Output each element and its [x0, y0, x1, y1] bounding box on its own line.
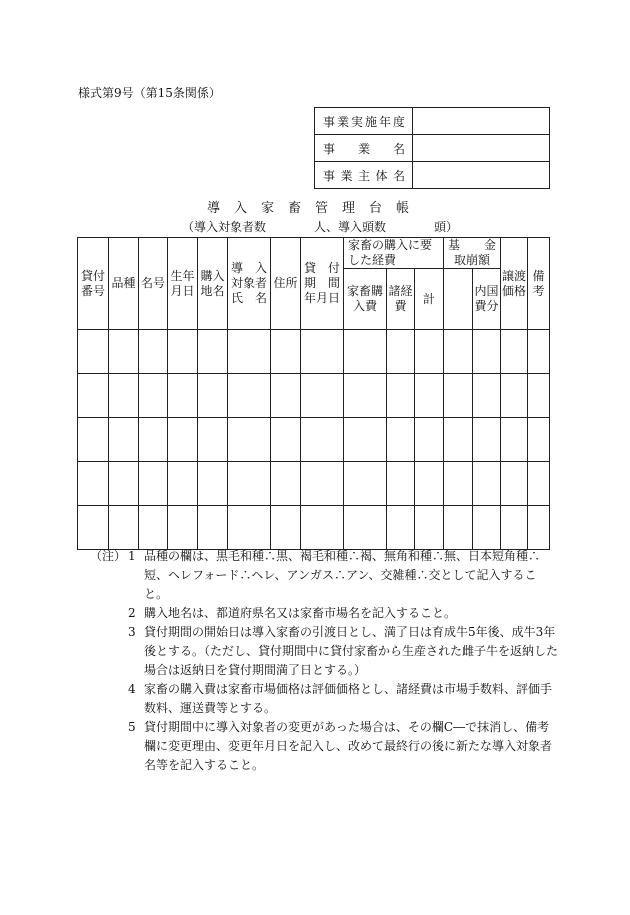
notes — [90, 547, 560, 775]
note-prefix — [90, 623, 128, 680]
table-cell[interactable] — [344, 374, 387, 418]
note-prefix: （注） — [90, 549, 127, 563]
info-value-entity — [413, 162, 550, 189]
note-number: 2 — [128, 606, 136, 620]
header-target-name: 導 入 対象者 氏 名 — [228, 238, 271, 330]
info-label-char: 実 — [350, 114, 363, 129]
table-cell[interactable] — [528, 506, 550, 550]
info-label-char: 業 — [357, 141, 370, 156]
subtitle-prefix: （導入対象者数 — [182, 220, 267, 234]
note-text: 家畜の購入費は家畜市場価格は評価価格とし、諸経費は市場手数料、評価手数料、運送費等とする。 — [144, 682, 553, 715]
subtitle-suffix: 頭） — [434, 220, 459, 234]
table-cell[interactable] — [473, 374, 501, 418]
table-cell[interactable] — [168, 330, 198, 374]
table-cell[interactable] — [473, 418, 501, 462]
table-cell[interactable] — [301, 330, 344, 374]
form-number: 様式第9号（第15条関係） — [78, 86, 221, 100]
table-cell[interactable] — [139, 330, 168, 374]
info-label-char: 度 — [392, 114, 405, 129]
table-cell[interactable] — [109, 462, 139, 506]
table-cell[interactable] — [78, 462, 109, 506]
note-number: 3 — [128, 625, 136, 639]
header-remarks: 備考 — [528, 238, 550, 330]
table-cell[interactable] — [301, 506, 344, 550]
table-cell[interactable] — [501, 418, 528, 462]
header-cost-purchase: 家畜購入費 — [344, 269, 387, 330]
table-cell[interactable] — [271, 374, 301, 418]
note-text: 貸付期間の開始日は導入家畜の引渡日とし、満了日は育成牛5年後、成牛3年後とする。（ただし、貸付期間中に貸付家畜から生産された雌子牛を返納した場合は返納日を貸付期間満了日とする。） — [144, 625, 559, 677]
table-cell[interactable] — [415, 462, 444, 506]
table-cell[interactable] — [415, 330, 444, 374]
subtitle-mid: 人、導入頭数 — [314, 220, 387, 234]
note-number: 5 — [128, 720, 136, 734]
table-cell[interactable] — [78, 418, 109, 462]
table-cell[interactable] — [501, 506, 528, 550]
header-fund: 基 金 取崩額 — [444, 238, 501, 269]
table-row — [78, 462, 550, 506]
table-cell[interactable] — [168, 462, 198, 506]
info-label-char: 施 — [364, 114, 377, 129]
table-cell[interactable] — [444, 330, 473, 374]
info-value-year — [413, 108, 550, 135]
header-fund-national: 内国費分 — [473, 269, 501, 330]
note-text: 貸付期間中に導入対象者の変更があった場合は、その欄C―で抹消し、備考欄に変更理由、変更年月日を記入し、改めて最終行の後に新たな導入対象者名等を記入すること。 — [144, 720, 553, 772]
header-fund-total — [444, 269, 473, 330]
note-prefix — [90, 718, 128, 775]
info-label-char: 年 — [378, 114, 391, 129]
info-label-text — [315, 140, 412, 157]
table-cell[interactable] — [271, 330, 301, 374]
header-loan-period: 貸 付 期 間 年月日 — [301, 238, 344, 330]
table-cell[interactable] — [109, 418, 139, 462]
table-cell[interactable] — [444, 506, 473, 550]
table-row — [78, 506, 550, 550]
info-label-char: 業 — [336, 114, 349, 129]
table-cell[interactable] — [415, 506, 444, 550]
table-cell[interactable] — [271, 418, 301, 462]
table-cell[interactable] — [198, 418, 228, 462]
table-cell[interactable] — [387, 462, 415, 506]
table-cell[interactable] — [387, 506, 415, 550]
table-cell[interactable] — [168, 418, 198, 462]
page-title: 導入家畜管理台帳 — [206, 201, 423, 216]
table-cell[interactable] — [301, 462, 344, 506]
table-cell[interactable] — [228, 462, 271, 506]
table-cell[interactable] — [444, 374, 473, 418]
table-cell[interactable] — [78, 330, 109, 374]
table-cell[interactable] — [528, 418, 550, 462]
table-cell[interactable] — [528, 374, 550, 418]
info-label-year — [315, 108, 413, 135]
table-cell[interactable] — [198, 374, 228, 418]
note-prefix — [90, 680, 128, 718]
table-cell[interactable] — [473, 506, 501, 550]
header-purchase-cost: 家畜の購入に要した経費 — [344, 238, 444, 269]
table-cell[interactable] — [473, 462, 501, 506]
ledger-body — [78, 330, 550, 550]
note-item — [90, 680, 560, 718]
table-cell[interactable] — [528, 462, 550, 506]
note-number: 4 — [128, 682, 136, 696]
table-cell[interactable] — [415, 374, 444, 418]
table-cell[interactable] — [444, 418, 473, 462]
note-item — [90, 623, 560, 680]
table-cell[interactable] — [387, 330, 415, 374]
header-breed: 品種 — [109, 238, 139, 330]
info-label-char: 事 — [323, 114, 336, 129]
info-label-char: 名 — [392, 168, 405, 183]
info-label-char: 名 — [392, 141, 405, 156]
table-cell[interactable] — [198, 330, 228, 374]
table-cell[interactable] — [168, 374, 198, 418]
header-cost-total: 計 — [415, 269, 444, 330]
table-cell[interactable] — [228, 506, 271, 550]
info-label-char: 事 — [323, 168, 336, 183]
table-cell[interactable] — [528, 330, 550, 374]
note-number: 1 — [128, 549, 136, 563]
table-cell[interactable] — [228, 418, 271, 462]
table-cell[interactable] — [168, 506, 198, 550]
table-cell[interactable] — [501, 462, 528, 506]
table-cell[interactable] — [387, 374, 415, 418]
ledger-table — [77, 237, 550, 550]
table-row — [78, 374, 550, 418]
info-label-project — [315, 135, 413, 162]
table-cell[interactable] — [198, 462, 228, 506]
note-prefix — [90, 604, 128, 623]
note-item — [90, 604, 560, 623]
table-cell[interactable] — [501, 374, 528, 418]
table-cell[interactable] — [344, 330, 387, 374]
info-label-char: 事 — [323, 141, 336, 156]
table-cell[interactable] — [387, 418, 415, 462]
table-cell[interactable] — [473, 330, 501, 374]
table-cell[interactable] — [344, 506, 387, 550]
table-cell[interactable] — [198, 506, 228, 550]
table-cell[interactable] — [271, 462, 301, 506]
table-cell[interactable] — [501, 330, 528, 374]
note-text: 購入地名は、都道府県名又は家畜市場名を記入すること。 — [144, 606, 457, 620]
info-value-project — [413, 135, 550, 162]
page-subtitle — [182, 218, 458, 235]
table-cell[interactable] — [109, 374, 139, 418]
table-cell[interactable] — [301, 418, 344, 462]
header-loan-no: 貸付番号 — [78, 238, 109, 330]
table-cell[interactable] — [271, 506, 301, 550]
table-cell[interactable] — [228, 374, 271, 418]
header-purchase-place: 購入地名 — [198, 238, 228, 330]
header-address: 住所 — [271, 238, 301, 330]
note-text: 品種の欄は、黒毛和種∴黒、褐毛和種∴褐、無角和種∴無、日本短角種∴短、ヘレフォード∴ヘレ、アンガス∴アン、交雑種∴交として記入すること。 — [144, 549, 541, 601]
table-cell[interactable] — [415, 418, 444, 462]
table-cell[interactable] — [139, 374, 168, 418]
table-cell[interactable] — [78, 506, 109, 550]
table-row — [78, 418, 550, 462]
table-cell[interactable] — [139, 506, 168, 550]
note-item — [90, 718, 560, 775]
header-name: 名号 — [139, 238, 168, 330]
table-cell[interactable] — [139, 462, 168, 506]
note-item — [90, 547, 560, 604]
header-cost-misc: 諸経費 — [387, 269, 415, 330]
table-cell[interactable] — [301, 374, 344, 418]
info-label-text — [315, 113, 412, 130]
info-label-char: 体 — [375, 168, 388, 183]
table-cell[interactable] — [109, 506, 139, 550]
info-label-text — [315, 167, 412, 184]
info-box — [314, 107, 550, 189]
info-label-entity — [315, 162, 413, 189]
table-cell[interactable] — [139, 418, 168, 462]
header-transfer-price: 譲渡価格 — [501, 238, 528, 330]
info-label-char: 主 — [357, 168, 370, 183]
table-cell[interactable] — [344, 462, 387, 506]
header-birth-date: 生年月日 — [168, 238, 198, 330]
table-cell[interactable] — [444, 462, 473, 506]
table-cell[interactable] — [344, 418, 387, 462]
table-cell[interactable] — [109, 330, 139, 374]
info-label-char: 業 — [340, 168, 353, 183]
table-cell[interactable] — [78, 374, 109, 418]
table-row — [78, 330, 550, 374]
table-cell[interactable] — [228, 330, 271, 374]
